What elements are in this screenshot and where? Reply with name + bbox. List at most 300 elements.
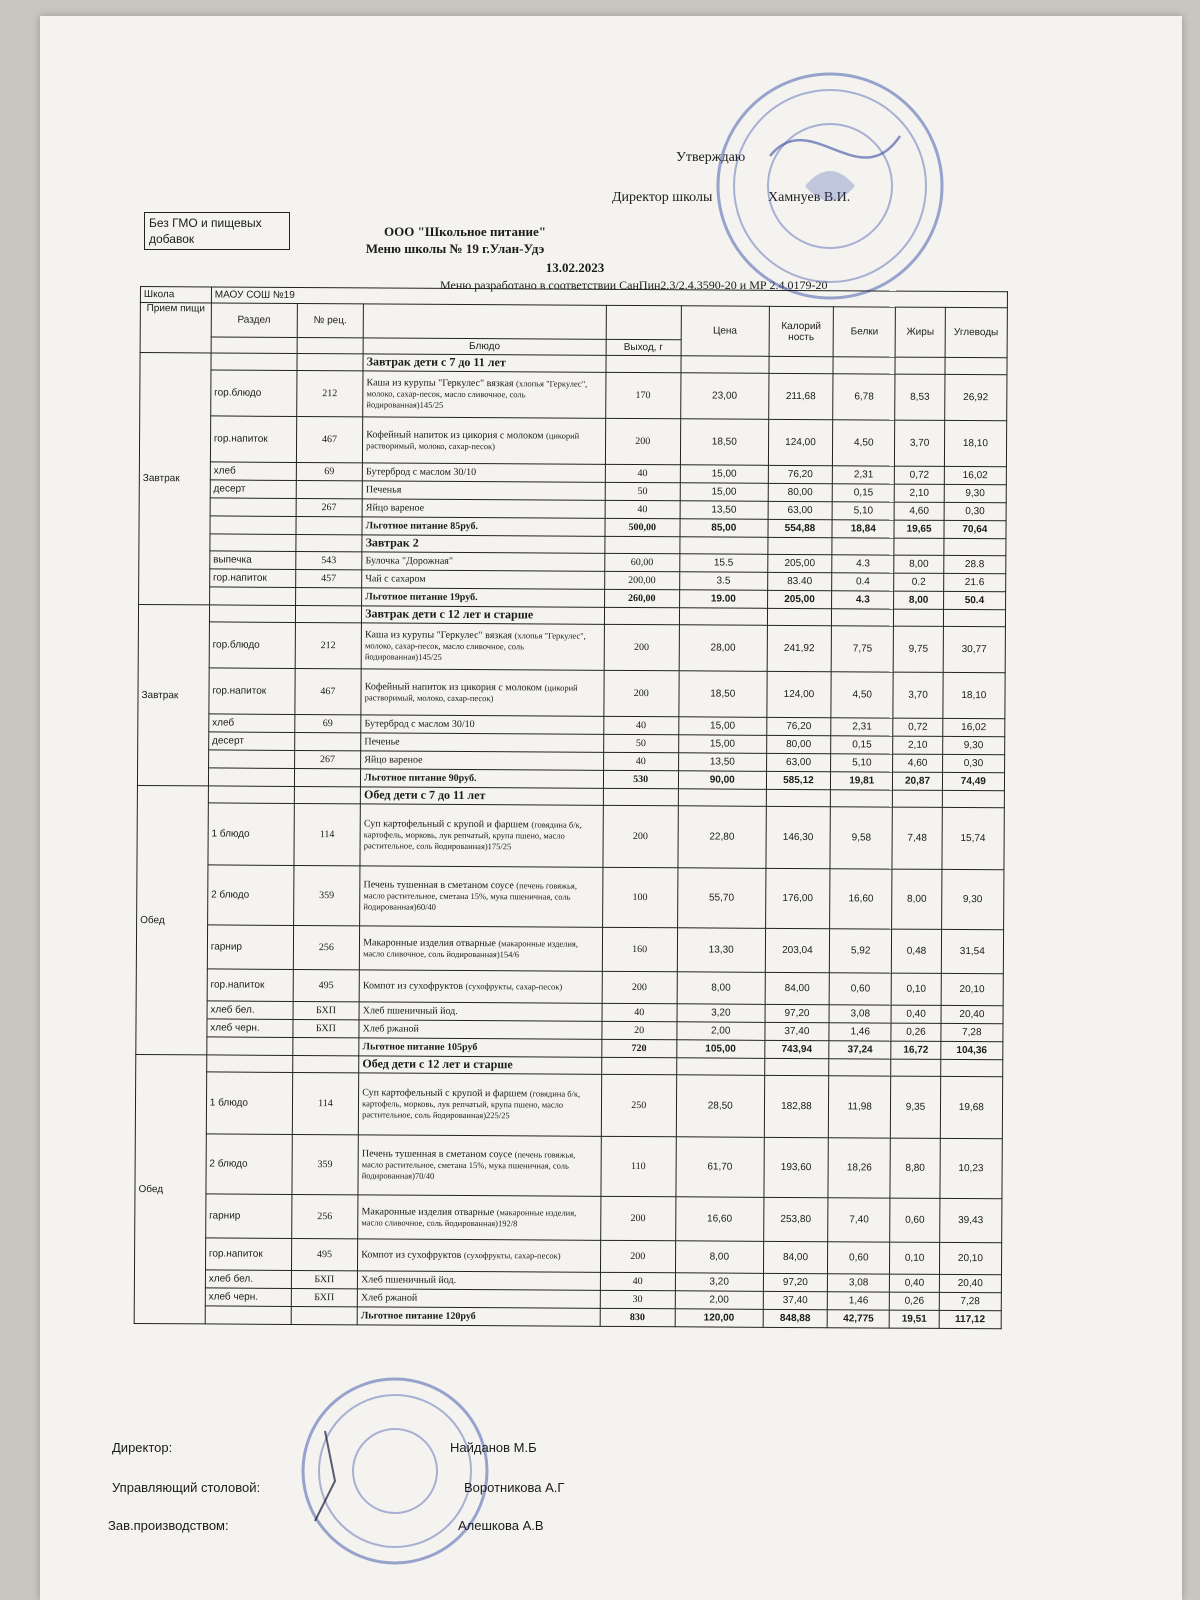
calories-cell: 253,80 (763, 1197, 828, 1241)
carbs-cell (944, 538, 1006, 555)
recipe-cell: БХП (293, 1001, 360, 1019)
price-cell: 2,00 (677, 1022, 765, 1041)
sign-production-label: Зав.производством: (108, 1518, 229, 1533)
dish-name: Печенье (364, 736, 400, 748)
dish-cell (358, 1195, 601, 1240)
table-row (140, 370, 1007, 421)
price-cell (680, 537, 768, 555)
fat-cell: 2,10 (895, 484, 944, 502)
carbs-cell (943, 609, 1005, 626)
fat-cell: 0,10 (890, 1242, 940, 1274)
dish-cell (362, 463, 605, 482)
carbs-cell (942, 790, 1004, 807)
recipe-cell: 267 (296, 498, 363, 516)
carbs-cell: 74,49 (942, 772, 1004, 790)
section-cell (210, 516, 296, 535)
section-cell: хлеб бел. (205, 1270, 291, 1289)
dish-composition: (печень говяжья, масло растительное, сметана 15%, мука пшеничная, соль йодированная)70/40 (361, 1149, 576, 1181)
dish-name: Печень тушенная в сметаном соусе (361, 1148, 513, 1161)
dish-composition: (печень говяжья, масло растительное, сметана 15%, мука пшеничная, соль йодированная)60/40 (363, 880, 578, 912)
output-cell (601, 1057, 676, 1074)
dish-cell (362, 570, 605, 589)
protein-cell: 0,15 (832, 484, 894, 502)
dish-cell (362, 535, 605, 553)
protein-cell: 1,46 (829, 1023, 891, 1041)
document-page (40, 16, 1182, 1600)
carbs-cell: 117,12 (939, 1310, 1001, 1328)
protein-cell: 2,31 (832, 466, 894, 484)
calories-cell: 205,00 (768, 554, 832, 572)
table-row (135, 1071, 1002, 1138)
dish-composition: (макаронные изделия, масло сливочное, соль йодированная)192/8 (361, 1206, 577, 1228)
calories-cell: 83.40 (767, 572, 831, 590)
carbs-cell: 30,77 (943, 626, 1006, 672)
dish-name: Печенья (365, 484, 402, 496)
output-cell: 50 (605, 482, 680, 500)
company-title: ООО "Школьное питание" (384, 224, 546, 239)
recipe-cell (292, 1037, 359, 1055)
meal-label: Завтрак (139, 353, 211, 605)
recipe-cell: БХП (291, 1270, 358, 1288)
col-section-header: Раздел (211, 303, 297, 338)
fat-cell: 0,26 (890, 1292, 939, 1310)
approve-label: Утверждаю (676, 150, 746, 165)
meal-label: Обед (134, 1054, 206, 1323)
section-cell: хлеб (210, 462, 296, 481)
dish-cell (360, 804, 603, 867)
carbs-cell: 7,28 (941, 1023, 1003, 1041)
section-cell: 1 блюдо (206, 1072, 292, 1135)
dish-name: Суп картофельный с крупой и фаршем (362, 1087, 528, 1100)
dish-composition: (сухофрукты, сахар-песок) (465, 981, 563, 992)
section-cell (208, 750, 294, 769)
dish-name: Обед дети с 12 лет и старше (362, 1056, 513, 1072)
protein-cell: 37,24 (829, 1041, 891, 1059)
dish-cell (361, 715, 604, 734)
fat-cell: 8,00 (892, 869, 942, 929)
dish-cell (357, 1289, 600, 1308)
recipe-cell (295, 605, 362, 622)
recipe-cell: БХП (293, 1019, 360, 1037)
price-cell: 3,20 (675, 1273, 763, 1292)
section-cell: хлеб (209, 714, 295, 733)
section-cell: хлеб бел. (207, 1001, 293, 1020)
calories-cell: 205,00 (767, 590, 831, 608)
carbs-cell: 9,30 (944, 484, 1006, 502)
price-cell: 16,60 (675, 1197, 763, 1242)
output-cell: 40 (603, 716, 678, 734)
dish-cell (359, 1056, 602, 1074)
price-cell: 15,00 (678, 735, 766, 754)
dish-cell (363, 354, 606, 372)
price-cell: 28,50 (676, 1075, 764, 1138)
col-meal-header: Прием пищи (140, 303, 211, 353)
price-cell: 2,00 (675, 1291, 763, 1310)
protein-cell: 18,84 (832, 520, 894, 538)
price-cell: 13,30 (677, 928, 765, 973)
dish-composition: (хлопья "Геркулес", молоко, сахар-песок, масло сливочное, соль йодированная)145/25 (366, 378, 588, 410)
recipe-cell (294, 768, 361, 786)
price-cell: 3,20 (677, 1004, 765, 1023)
table-row (135, 1193, 1002, 1242)
carbs-cell: 16,02 (942, 718, 1004, 736)
price-cell: 15,00 (680, 483, 768, 502)
dish-name: Завтрак 2 (365, 535, 419, 551)
recipe-cell (296, 534, 363, 551)
table-row (137, 864, 1004, 929)
dish-name: Макаронные изделия отварные (361, 1205, 495, 1218)
carbs-cell: 31,54 (941, 929, 1004, 973)
calories-cell: 193,60 (764, 1137, 829, 1197)
dish-name: Льготное питание 120руб (360, 1310, 476, 1323)
section-cell: гарнир (205, 1194, 291, 1239)
output-cell: 40 (605, 464, 680, 482)
recipe-cell: 212 (296, 370, 363, 416)
table-row (135, 1133, 1002, 1198)
dish-composition: (цикорий растворимый, молоко, сахар-песок) (364, 681, 578, 703)
dish-composition: (говядина б/к, картофель, морковь, лук репчатый, крупа пшено, масло растительное, соль йодированная)175/25 (363, 819, 582, 852)
output-cell: 160 (602, 927, 677, 971)
section-cell (208, 768, 294, 787)
table-row (134, 1237, 1001, 1274)
protein-cell: 3,08 (829, 1005, 891, 1023)
protein-cell: 5,10 (832, 502, 894, 520)
fat-cell: 20,87 (893, 772, 942, 790)
fat-cell: 0,40 (891, 1005, 940, 1023)
dish-composition: (макаронные изделия, масло сливочное, соль йодированная)154/6 (363, 937, 578, 959)
price-cell: 18,50 (679, 671, 767, 718)
price-cell: 19.00 (679, 590, 767, 609)
col-fat-header: Жиры (895, 307, 945, 357)
carbs-cell: 104,36 (940, 1041, 1002, 1059)
carbs-cell: 7,28 (939, 1292, 1001, 1310)
calories-cell (766, 789, 830, 806)
dish-name: Компот из сухофруктов (361, 1249, 462, 1261)
calories-cell: 203,04 (765, 928, 830, 972)
protein-cell: 0,60 (828, 1242, 890, 1274)
menu-title: Меню школы № 19 г.Улан-Удэ (365, 241, 545, 256)
round-stamp-school (710, 66, 950, 306)
dish-cell (359, 1002, 602, 1021)
price-cell: 15,00 (680, 465, 768, 484)
fat-cell: 3,70 (893, 672, 943, 718)
dish-name: Льготное питание 19руб. (365, 591, 478, 604)
section-cell (207, 1055, 293, 1073)
price-cell (676, 1058, 764, 1076)
recipe-cell: 495 (293, 969, 360, 1001)
output-cell: 30 (600, 1290, 675, 1308)
fat-cell (891, 1059, 940, 1076)
recipe-cell: 359 (293, 865, 360, 925)
protein-cell: 7,75 (831, 626, 894, 672)
calories-cell (764, 1058, 828, 1075)
protein-cell: 0,60 (829, 973, 891, 1005)
recipe-cell (291, 1306, 358, 1324)
protein-cell: 7,40 (828, 1198, 891, 1242)
fat-cell: 7,48 (892, 807, 942, 869)
fat-cell: 8,00 (894, 555, 943, 573)
protein-cell: 0.4 (832, 573, 894, 591)
dish-name: Чай с сахаром (365, 573, 426, 585)
price-cell: 90,00 (678, 771, 766, 790)
table-row (139, 416, 1006, 467)
carbs-cell: 0,30 (944, 502, 1006, 520)
price-cell: 85,00 (680, 519, 768, 538)
dish-cell (362, 606, 605, 624)
dish-composition: (говядина б/к, картофель, морковь, лук репчатый, крупа пшено, масло растительное, соль йодированная)225/25 (362, 1088, 581, 1121)
carbs-cell: 20,10 (939, 1242, 1001, 1274)
dish-name: Льготное питание 85руб. (365, 520, 479, 533)
output-cell: 720 (601, 1039, 676, 1057)
dish-cell (360, 787, 603, 805)
section-cell: хлеб черн. (207, 1019, 293, 1038)
recipe-cell: 495 (291, 1238, 358, 1270)
recipe-cell: 69 (296, 462, 363, 480)
recipe-cell: 256 (291, 1194, 358, 1238)
calories-cell: 585,12 (766, 771, 830, 789)
price-cell: 22,80 (678, 806, 766, 869)
output-cell (604, 607, 679, 624)
col-recipe-header: № рец. (297, 303, 364, 337)
recipe-cell: 467 (295, 668, 362, 714)
fat-cell: 16,72 (891, 1041, 940, 1059)
section-cell: гор.напиток (210, 416, 296, 463)
calories-cell: 554,88 (768, 519, 832, 537)
dish-name: Завтрак дети с 7 до 11 лет (366, 354, 506, 370)
protein-cell: 42,775 (827, 1310, 889, 1328)
fat-cell: 0,10 (891, 973, 941, 1005)
price-cell: 28,00 (679, 625, 767, 672)
recipe-cell: БХП (291, 1288, 358, 1306)
dish-name: Печень тушенная в сметаном соусе (363, 879, 514, 892)
dish-cell (362, 588, 605, 607)
calories-cell: 97,20 (763, 1273, 827, 1291)
dish-name: Кофейный напиток из цикория с молоком (364, 680, 542, 693)
dish-composition: (цикорий растворимый, молоко, сахар-песок) (366, 429, 580, 451)
calories-cell: 84,00 (763, 1241, 828, 1273)
table-row (136, 924, 1003, 973)
recipe-cell: 267 (294, 750, 361, 768)
calories-cell: 182,88 (764, 1075, 829, 1137)
protein-cell: 2,31 (831, 718, 893, 736)
fat-cell (893, 790, 942, 807)
calories-cell: 63,00 (766, 753, 830, 771)
section-cell: гор.напиток (205, 1238, 291, 1271)
price-cell: 120,00 (675, 1309, 763, 1328)
meal-label: Завтрак (137, 604, 209, 785)
recipe-cell: 114 (294, 803, 361, 865)
school-label: Школа (140, 287, 211, 303)
carbs-cell: 18,10 (943, 672, 1006, 718)
recipe-cell: 69 (294, 714, 361, 732)
output-cell: 530 (603, 770, 678, 788)
col-calories-header: Калорий ность (769, 306, 834, 356)
dish-composition: (хлопья "Геркулес", молоко, сахар-песок, масло сливочное, соль йодированная)145/25 (364, 630, 586, 662)
output-cell: 50 (603, 734, 678, 752)
output-cell: 830 (600, 1308, 675, 1326)
calories-cell (768, 537, 832, 554)
dish-name: Бутерброд с маслом 30/10 (365, 466, 477, 479)
recipe-cell (296, 480, 363, 498)
fat-cell: 8,00 (894, 591, 943, 609)
output-cell: 110 (601, 1136, 676, 1196)
section-cell: гарнир (207, 925, 293, 970)
dish-name: Макаронные изделия отварные (363, 936, 496, 949)
calories-cell: 176,00 (765, 868, 830, 928)
carbs-cell: 9,30 (941, 869, 1004, 929)
output-cell: 20 (602, 1021, 677, 1039)
dish-name: Хлеб ржаной (360, 1292, 418, 1304)
col-protein-header: Белки (833, 307, 896, 357)
dish-name: Яйцо вареное (364, 754, 423, 766)
calories-cell (767, 608, 831, 625)
section-cell (209, 587, 295, 606)
section-cell (210, 534, 296, 552)
section-cell: 2 блюдо (207, 865, 293, 926)
protein-cell: 19,81 (831, 772, 893, 790)
sign-director-name: Найданов М.Б (450, 1440, 537, 1455)
dish-cell (362, 481, 605, 500)
dish-cell (359, 926, 602, 971)
protein-cell: 3,08 (827, 1274, 889, 1292)
dish-cell (361, 623, 604, 670)
compliance-note: Меню разработано в соответствии СанПин2.3/2.4.3590-20 и МР 2.4.0179-20 (440, 278, 828, 292)
carbs-cell: 10,23 (940, 1138, 1003, 1198)
dish-cell (358, 1073, 601, 1136)
section-cell: 1 блюдо (208, 803, 294, 866)
price-cell: 61,70 (676, 1137, 764, 1198)
section-cell (209, 605, 295, 623)
price-cell: 105,00 (677, 1040, 765, 1059)
price-cell: 15,00 (679, 717, 767, 736)
gmo-note: Без ГМО и пищевых добавок (144, 212, 290, 250)
price-cell: 13,50 (678, 753, 766, 772)
fat-cell: 9,35 (891, 1076, 941, 1138)
school-name: МАОУ СОШ №19 (211, 287, 1007, 308)
calories-cell: 37,40 (763, 1291, 827, 1309)
protein-cell: 5,92 (829, 929, 892, 973)
section-cell (211, 353, 297, 371)
dish-name: Яйцо вареное (365, 502, 425, 514)
protein-cell: 4,50 (831, 672, 894, 718)
dish-cell (362, 499, 605, 518)
fat-cell: 0,72 (895, 466, 944, 484)
dish-cell (358, 1239, 601, 1272)
protein-cell: 4.3 (832, 555, 894, 573)
table-row (136, 968, 1003, 1005)
carbs-cell (940, 1059, 1002, 1076)
output-cell: 200 (604, 624, 679, 670)
dish-name: Хлеб пшеничный йод. (362, 1005, 458, 1017)
carbs-cell: 18,10 (944, 420, 1007, 466)
price-cell (679, 608, 767, 626)
fat-cell: 2,10 (893, 736, 942, 754)
calories-cell (769, 356, 833, 373)
output-cell: 200 (602, 971, 677, 1003)
carbs-cell: 20,40 (939, 1274, 1001, 1292)
protein-cell: 4,50 (833, 420, 896, 466)
output-cell: 200 (600, 1240, 675, 1272)
calories-cell: 146,30 (766, 806, 831, 868)
carbs-cell: 15,74 (942, 807, 1005, 869)
section-cell: десерт (210, 480, 296, 499)
output-cell: 260,00 (604, 589, 679, 607)
protein-cell: 11,98 (828, 1076, 891, 1138)
round-stamp-company (295, 1371, 495, 1571)
recipe-cell: 256 (293, 925, 360, 969)
dish-name: Завтрак дети с 12 лет и старше (365, 606, 534, 622)
price-cell: 8,00 (675, 1241, 763, 1274)
director-label: Директор школы (612, 190, 713, 205)
recipe-cell: 114 (292, 1072, 359, 1134)
price-cell: 3.5 (679, 572, 767, 591)
recipe-cell (294, 786, 361, 803)
carbs-cell: 39,43 (939, 1198, 1002, 1242)
section-cell: гор.напиток (209, 668, 295, 715)
table-row (138, 667, 1005, 718)
output-cell: 200 (604, 670, 679, 716)
carbs-cell: 21.6 (943, 573, 1005, 591)
carbs-cell: 16,02 (944, 466, 1006, 484)
price-cell (681, 356, 769, 374)
calories-cell: 241,92 (767, 625, 832, 671)
fat-cell (894, 609, 943, 626)
dish-name: Бутерброд с маслом 30/10 (364, 718, 475, 731)
price-cell: 18,50 (680, 419, 768, 466)
dish-cell (359, 1020, 602, 1039)
sign-canteen-name: Воротникова А.Г (464, 1480, 565, 1495)
dish-cell (358, 1135, 601, 1196)
calories-cell: 37,40 (765, 1022, 829, 1040)
output-cell (603, 788, 678, 805)
output-cell: 60,00 (604, 553, 679, 571)
section-cell: выпечка (210, 551, 296, 570)
calories-cell: 76,20 (767, 717, 831, 735)
calories-cell: 97,20 (765, 1004, 829, 1022)
calories-cell: 124,00 (767, 671, 832, 717)
dish-cell (360, 866, 603, 927)
calories-cell: 84,00 (765, 972, 830, 1004)
output-cell: 40 (602, 1003, 677, 1021)
recipe-cell (297, 353, 364, 370)
dish-cell (361, 669, 604, 716)
output-cell: 100 (602, 867, 677, 927)
output-cell: 40 (600, 1272, 675, 1290)
recipe-cell: 543 (295, 551, 362, 569)
table-row (137, 802, 1004, 869)
carbs-cell: 19,68 (940, 1076, 1003, 1138)
section-cell: хлеб черн. (205, 1288, 291, 1307)
recipe-cell: 457 (295, 569, 362, 587)
price-cell: 8,00 (677, 972, 765, 1005)
protein-cell (832, 538, 894, 555)
director-name: Хамнуев В.И. (768, 190, 851, 205)
recipe-cell (292, 1055, 359, 1072)
protein-cell: 4.3 (832, 591, 894, 609)
section-cell: десерт (208, 732, 294, 751)
output-cell: 40 (603, 752, 678, 770)
carbs-cell: 26,92 (944, 374, 1007, 420)
dish-name: Каша из курупы "Геркулес" вязкая (366, 377, 514, 390)
table-row (138, 621, 1005, 672)
fat-cell: 8,53 (895, 374, 945, 420)
section-cell: гор.блюдо (209, 622, 295, 669)
output-cell: 250 (601, 1074, 676, 1136)
dish-name: Каша из курупы "Геркулес" вязкая (364, 629, 513, 642)
dish-cell (363, 371, 606, 418)
calories-cell: 63,00 (768, 501, 832, 519)
price-cell: 15.5 (680, 554, 768, 573)
